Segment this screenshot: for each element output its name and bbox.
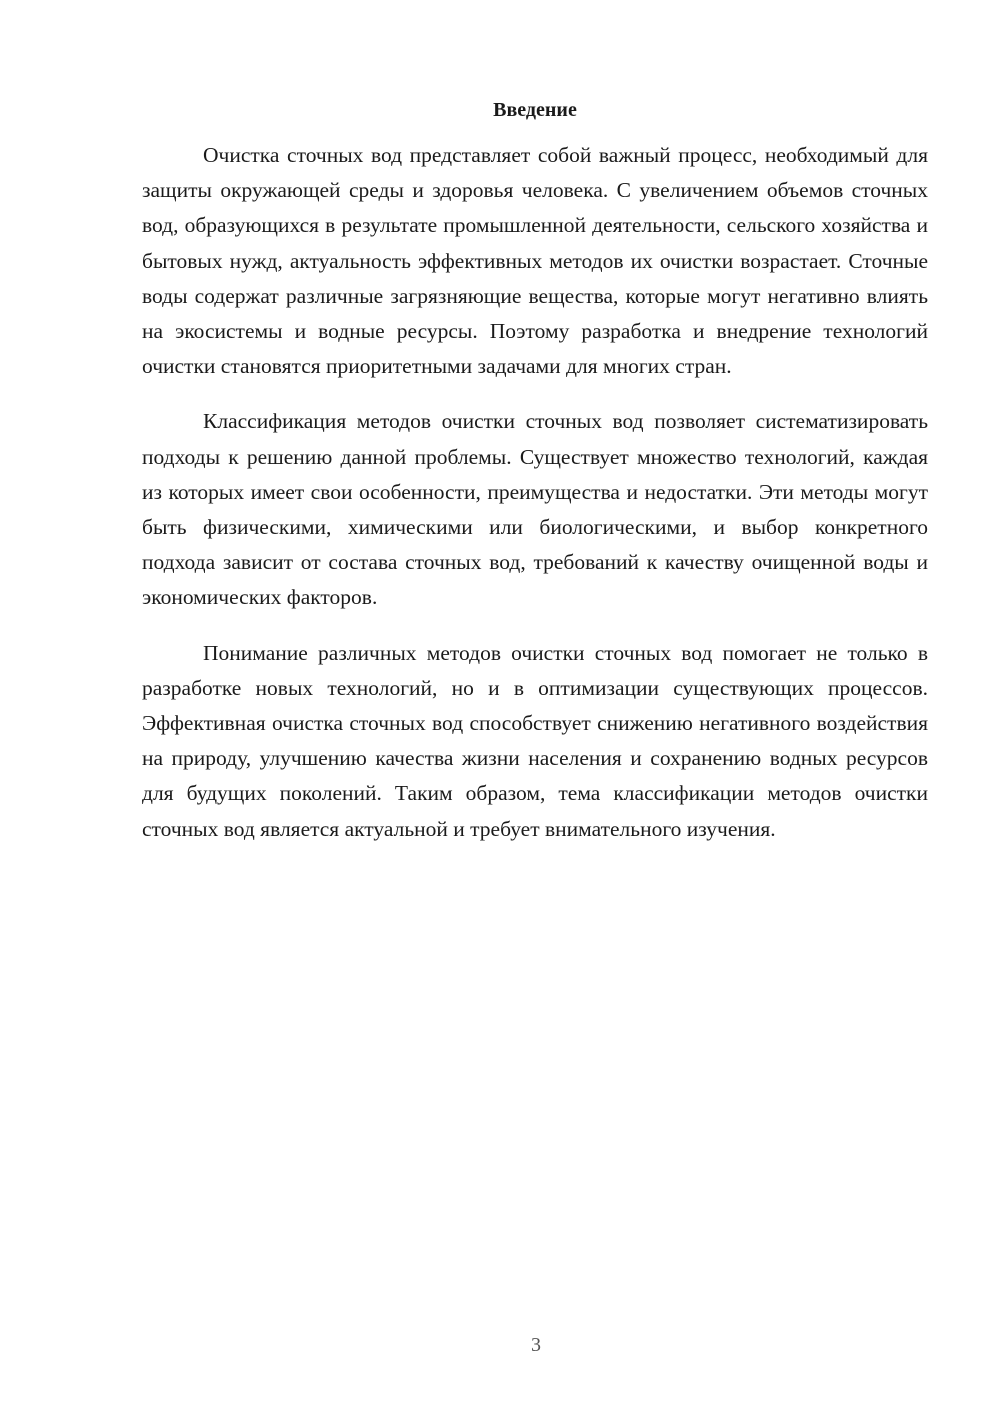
section-title: Введение	[493, 99, 577, 121]
page-content	[142, 96, 928, 867]
paragraph-1: Очистка сточных вод представляет собой важный процесс, необходимый для защиты окружающей среды и здоровья человека. С увеличением объемов сточных вод, образующихся в результате промышленной деятельности, сельского хозяйства и бытовых нужд, актуальность эффективных методов их очистки возрастает. Сточные воды содержат различные загрязняющие вещества, которые могут негативно влиять на экосистемы и водные ресурсы. Поэтому разработка и внедрение технологий очистки становятся приоритетными задачами для многих стран.	[142, 143, 928, 379]
paragraph-2: Классификация методов очистки сточных вод позволяет систематизировать подходы к решению данной проблемы. Существует множество технологий, каждая из которых имеет свои особенности, преимущества и недостатки. Эти методы могут быть физическими, химическими или биологическими, и выбор конкретного подхода зависит от состава сточных вод, требований к качеству очищенной воды и экономических факторов.	[142, 409, 928, 610]
page-number: 3	[531, 1334, 541, 1356]
paragraph-3: Понимание различных методов очистки сточных вод помогает не только в разработке новых технологий, но и в оптимизации существующих процессов. Эффективная очистка сточных вод способствует снижению негативного воздействия на природу, улучшению качества жизни населения и сохранению водных ресурсов для будущих поколений. Таким образом, тема классификации методов очистки сточных вод является актуальной и требует внимательного изучения.	[142, 640, 928, 841]
